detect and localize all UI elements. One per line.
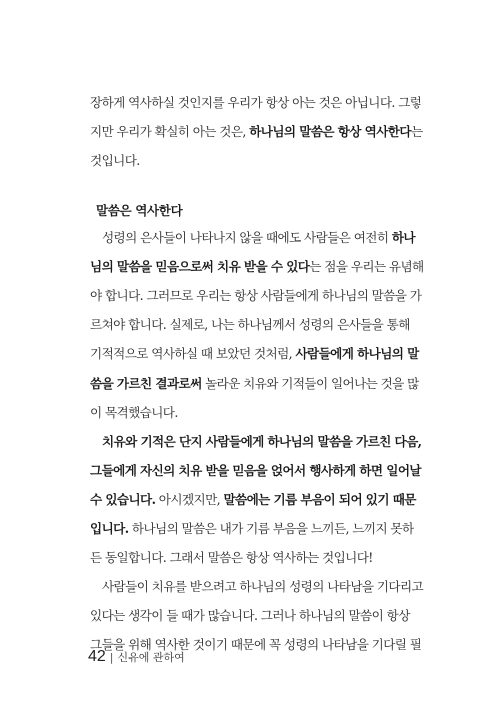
text-run: 장하게 역사하실 것인지를 우리가 항상 아는 것은 아닙니다. 그렇 — [90, 95, 422, 110]
text-line — [90, 286, 420, 306]
text-run: 기적적으로 역사하실 때 보았던 것처럼, — [90, 346, 296, 362]
text-line — [90, 93, 420, 113]
text-line — [90, 228, 420, 248]
text-run: 는 — [410, 124, 423, 139]
bold-text: 님의 말씀을 믿음으로써 치유 받을 수 있다 — [90, 259, 310, 275]
text-run: 사람들이 치유를 받으려고 하나님의 성령의 나타남을 기다리고 — [90, 579, 424, 595]
text-run: 하나님의 말씀은 내가 기름 부음을 느끼든, 느끼지 못하 — [128, 521, 414, 536]
bold-text: 수 있습니다. — [90, 491, 156, 507]
text-line — [90, 315, 420, 335]
text-line — [90, 606, 420, 626]
text-run: 는 점을 우리는 유념해 — [309, 259, 424, 275]
text-line — [90, 519, 420, 539]
text-run: 르쳐야 합니다. 실제로, 나는 하나님께서 성령의 은사들을 통해 — [90, 317, 410, 333]
text-run: 아시겠지만, — [155, 491, 224, 507]
text-run: 이 목격했습니다. — [90, 404, 178, 420]
text-line — [90, 461, 420, 481]
text-line — [90, 548, 420, 568]
text-line — [90, 403, 420, 423]
text-run: 야 합니다. 그러므로 우리는 항상 사람들에게 하나님의 말씀을 가 — [90, 288, 422, 304]
text-line — [90, 344, 420, 364]
text-line — [90, 577, 424, 597]
bold-text: 그들에게 자신의 치유 받을 믿음을 얹어서 행사하게 하면 일어날 — [90, 462, 421, 478]
bold-text: 씀을 가르친 결과로써 — [90, 375, 202, 391]
page-number: 42 — [88, 648, 106, 665]
text-run: 그들을 위해 역사한 것이기 때문에 꼭 성령의 나타남을 기다릴 필 — [90, 637, 422, 653]
text-line — [90, 432, 420, 452]
text-run: 놀라운 치유와 기적들이 일어나는 것을 많 — [201, 375, 419, 391]
text-line — [90, 151, 420, 171]
bold-text: 하나 — [391, 230, 415, 245]
text-line — [90, 374, 420, 394]
text-run: 든 동일합니다. 그래서 말씀은 항상 역사하는 것입니다! — [90, 550, 373, 566]
bold-text: 치유와 기적은 단지 사람들에게 하나님의 말씀을 가르친 다음, — [102, 433, 422, 449]
bold-text: 말씀에는 기름 부음이 되어 있기 때문 — [223, 491, 416, 507]
page-footer — [88, 648, 185, 666]
text-run: 지만 우리가 확실히 아는 것은, — [90, 124, 250, 139]
bold-text: 입니다. — [90, 521, 129, 536]
text-line — [90, 257, 424, 277]
text-line — [90, 490, 420, 510]
text-line — [90, 122, 423, 142]
book-title: 신유에 관하여 — [117, 651, 185, 664]
text-run: 있다는 생각이 들 때가 많습니다. 그러나 하나님의 말씀이 항상 — [90, 608, 410, 624]
section-heading: 말씀은 역사한다 — [96, 203, 183, 218]
footer-separator: | — [109, 651, 114, 664]
bold-text: 사람들에게 하나님의 말 — [295, 346, 419, 362]
text-run: 성령의 은사들이 나타나지 않을 때에도 사람들은 여전히 — [90, 230, 392, 245]
text-run: 것입니다. — [90, 153, 140, 168]
bold-text: 하나님의 말씀은 항상 역사한다 — [249, 124, 411, 139]
text-run — [90, 434, 102, 449]
